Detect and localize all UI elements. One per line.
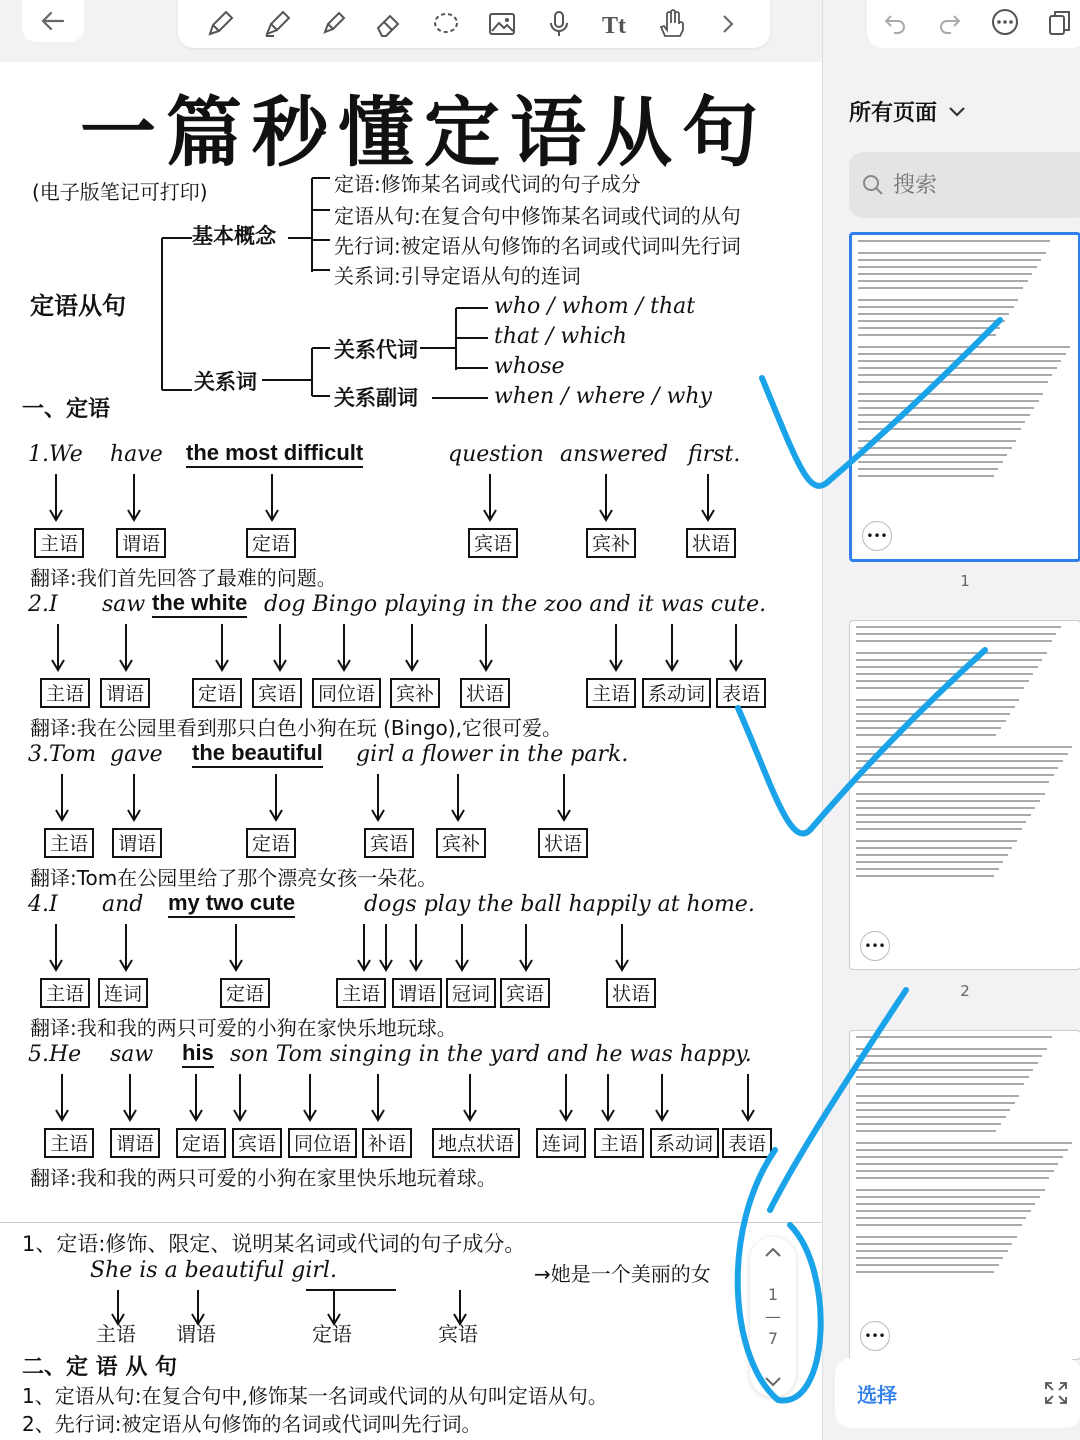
arrow-head (610, 660, 622, 670)
arrow-head (190, 1110, 202, 1120)
thumbnail-text-line (856, 861, 1003, 863)
thumbnail-text-line (858, 468, 998, 470)
all-pages-dropdown[interactable] (849, 96, 967, 127)
thumbnail-text-line (858, 400, 1039, 402)
thumbnail-text-line (856, 1257, 1003, 1259)
thumbnail-text-line (856, 633, 1056, 635)
thumbnail-text-line (856, 807, 1035, 809)
arrow-head (742, 1110, 754, 1120)
grammar-label: 主语 (40, 978, 90, 1008)
thumbnail-text-line (856, 680, 1029, 682)
page-separator: — (765, 1307, 781, 1326)
thumbnail-text-line (858, 428, 1021, 430)
thumbnail-text-line (856, 1149, 1068, 1151)
search-icon (861, 173, 885, 197)
s4-word: and (102, 892, 144, 917)
tool-palette (178, 0, 770, 48)
chevron-down-icon[interactable] (763, 1375, 783, 1389)
thumbnail-text-line (856, 1062, 1038, 1064)
document-page[interactable] (0, 62, 822, 1440)
pages-icon (1046, 8, 1074, 36)
thumbnail-text-line (856, 1036, 1052, 1038)
thumbnail-page-number: 1 (960, 572, 970, 590)
chevron-down-icon (947, 105, 967, 119)
microphone-tool[interactable] (539, 4, 579, 44)
thumbnail-text-line (858, 447, 1012, 449)
thumbnail-text-line (858, 299, 1018, 301)
thumbnail-text-line (858, 393, 1043, 395)
arrow-head (560, 1110, 572, 1120)
current-page: 1 (767, 1285, 779, 1304)
s5-word: 5.He (28, 1042, 82, 1067)
thumbnail-text-line (858, 374, 1052, 376)
arrow-left-icon (38, 6, 68, 36)
thumbnail-text-line (856, 1203, 1035, 1205)
s4-attributive: my two cute (168, 890, 295, 918)
arrow-head (380, 960, 392, 970)
grammar-label: 状语 (606, 978, 656, 1008)
grammar-label: 定语 (192, 678, 242, 708)
s1-word: answered (560, 442, 669, 467)
arrow-head (702, 510, 714, 520)
grammar-label: 连词 (98, 978, 148, 1008)
s4-rest: dogs play the ball happily at home. (364, 892, 755, 917)
search-input[interactable] (893, 173, 1043, 198)
arrow-head (558, 810, 570, 820)
thumbnail-text-line (856, 821, 1026, 823)
arrow-head (266, 510, 278, 520)
arrow-head (410, 960, 422, 970)
grammar-label: 定语 (176, 1128, 226, 1158)
thumbnail-text-line (858, 273, 1032, 275)
grammar-label: 地点状语 (432, 1128, 520, 1158)
arrow-head (456, 960, 468, 970)
chevron-up-icon[interactable] (763, 1245, 783, 1259)
arrow-head (230, 960, 242, 970)
thumbnail-text-line (856, 767, 1058, 769)
thumbnail-text-line (856, 875, 994, 877)
grammar-label: 谓语 (110, 1128, 160, 1158)
thumbnail-text-line (858, 320, 1005, 322)
s5-rest: son Tom singing in the yard and he was happy. (230, 1042, 752, 1067)
thumbnail-text-line (856, 800, 1040, 802)
translation: 翻译:我在公园里看到那只白色小狗在玩 (Bingo),它很可爱。 (30, 716, 562, 740)
thumbnail-text-line (858, 346, 1070, 348)
tree-root: 定语从句 (30, 292, 126, 320)
arrow-head (484, 510, 496, 520)
arrow-head (406, 660, 418, 670)
all-pages-label: 所有页面 (849, 101, 938, 126)
thumbnail-text-line (856, 1189, 1045, 1191)
redo-icon (936, 8, 964, 36)
arrow-head (602, 1110, 614, 1120)
thumbnail-text-line (856, 760, 1063, 762)
total-pages: 7 (767, 1329, 779, 1348)
grammar-label: 主语 (336, 978, 386, 1008)
reladv-items: when / where / why (494, 384, 712, 409)
arrow-head (464, 1110, 476, 1120)
arrow-head (372, 1110, 384, 1120)
thumbnail-text-line (856, 1130, 996, 1132)
hand-tool[interactable] (651, 4, 691, 44)
thumbnail-text-line (858, 287, 1023, 289)
s3-word: 3.Tom (28, 742, 97, 767)
tree-basic: 基本概念 (192, 224, 276, 248)
search-bar[interactable] (849, 152, 1080, 218)
arrow-head (56, 1110, 68, 1120)
s1-word: question (448, 442, 544, 467)
thumbnail-more-button[interactable]: ••• (860, 931, 890, 961)
arrow-head (52, 660, 64, 670)
text-icon (599, 8, 631, 40)
s3-rest: girl a flower in the park. (356, 742, 629, 767)
thumbnail-text-line (856, 713, 1010, 715)
s4-word: 4.I (28, 892, 58, 917)
thumbnail-text-line (858, 440, 1016, 442)
thumbnail-text-line (858, 407, 1034, 409)
page2-line: 1、定语:修饰、限定、说明某名词或代词的句子成分。 (22, 1232, 526, 1256)
thumbnail-text-line (856, 774, 1054, 776)
thumbnail-text-line (856, 652, 1047, 654)
grammar-label: 同位语 (312, 678, 381, 708)
redo-button[interactable] (936, 8, 964, 40)
grammar-label: 宾补 (586, 528, 636, 558)
page2-label: 定语 (312, 1322, 352, 1346)
grammar-label: 定语 (246, 528, 296, 558)
page-sidebar (822, 0, 1080, 1440)
arrow-head (120, 660, 132, 670)
grammar-label: 连词 (536, 1128, 586, 1158)
thumbnail-text-line (856, 1102, 1015, 1104)
grammar-label: 宾语 (468, 528, 518, 558)
tree-reladv: 关系副词 (334, 386, 418, 410)
grammar-label: 同位语 (288, 1128, 357, 1158)
thumbnail-text-line (858, 353, 1066, 355)
page-thumbnail[interactable] (849, 620, 1080, 970)
arrow-head (730, 660, 742, 670)
thumbnail-text-line (858, 381, 1048, 383)
grammar-label: 主语 (44, 828, 94, 858)
highlighter-tool[interactable] (313, 4, 353, 44)
translation: 翻译:Tom在公园里给了那个漂亮女孩一朵花。 (30, 866, 438, 890)
more-tools-button[interactable] (708, 4, 748, 44)
tree-relpron: 关系代词 (334, 338, 418, 362)
subtitle: (电子版笔记可打印) (32, 180, 208, 204)
thumbnail-text-line (856, 781, 1049, 783)
eraser-icon (373, 8, 405, 40)
grammar-label: 状语 (538, 828, 588, 858)
page2-label: 主语 (96, 1322, 136, 1346)
basic-item: 定语从句:在复合句中修饰某名词或代词的从句 (334, 204, 741, 228)
back-button[interactable] (22, 0, 84, 42)
page-thumbnail[interactable] (849, 232, 1080, 562)
thumbnail-text-line (856, 1250, 1008, 1252)
highlighter-icon (317, 8, 349, 40)
thumbnail-text-line (856, 828, 1022, 830)
grammar-label: 宾语 (232, 1128, 282, 1158)
relpron-item: that / which (494, 324, 627, 349)
thumbnail-text-line (856, 868, 999, 870)
lasso-tool[interactable] (426, 4, 466, 44)
undo-button[interactable] (881, 8, 909, 40)
thumbnail-text-line (858, 259, 1041, 261)
grammar-label: 宾补 (436, 828, 486, 858)
thumbnail-text-line (856, 626, 1061, 628)
page2-example: She is a beautiful girl. (90, 1258, 337, 1283)
arrow-head (666, 660, 678, 670)
thumbnail-text-line (858, 240, 1050, 242)
thumbnail-text-line (858, 252, 1046, 254)
thumbnail-text-line (856, 706, 1015, 708)
page-thumbnail[interactable] (849, 1030, 1080, 1360)
thumbnail-text-line (856, 640, 1052, 642)
translation: 翻译:我和我的两只可爱的小狗在家快乐地玩球。 (30, 1016, 457, 1040)
thumbnail-text-line (858, 313, 1009, 315)
lasso-icon (430, 8, 462, 40)
thumbnail-text-line (856, 687, 1024, 689)
basic-item: 定语:修饰某名词或代词的句子成分 (334, 172, 641, 196)
page2-label: 谓语 (176, 1322, 216, 1346)
grammar-label: 谓语 (112, 828, 162, 858)
grammar-label: 系动词 (650, 1128, 719, 1158)
thumbnail-text-line (856, 814, 1031, 816)
thumbnail-text-line (856, 1196, 1040, 1198)
pages-button[interactable] (1046, 8, 1074, 40)
grammar-label: 冠词 (446, 978, 496, 1008)
relpron-item: whose (494, 354, 565, 379)
thumbnail-text-line (856, 1177, 1049, 1179)
thumbnail-text-line (856, 746, 1072, 748)
arrow-head (50, 510, 62, 520)
basic-item: 先行词:被定语从句修饰的名词或代词叫先行词 (334, 234, 741, 258)
basic-item: 关系词:引导定语从句的连词 (334, 264, 581, 288)
thumbnail-text-line (856, 840, 1017, 842)
thumbnail-text-line (856, 720, 1006, 722)
microphone-icon (543, 8, 575, 40)
thumbnail-text-line (856, 1083, 1024, 1085)
grammar-label: 宾补 (390, 678, 440, 708)
grammar-label: 表语 (722, 1128, 772, 1158)
thumbnail-text-line (856, 1271, 994, 1273)
s3-attributive: the beautiful (192, 740, 323, 768)
page-title: 一篇秒懂定语从句 (80, 88, 768, 177)
thumbnail-text-line (856, 1123, 1001, 1125)
arrow-head (480, 660, 492, 670)
thumbnail-text-line (856, 847, 1012, 849)
arrow-head (120, 960, 132, 970)
pen-tool[interactable] (200, 4, 240, 44)
thumbnail-text-line (856, 666, 1038, 668)
arrow-head (274, 660, 286, 670)
grammar-label: 状语 (460, 678, 510, 708)
thumbnail-text-line (856, 793, 1045, 795)
thumbnail-text-line (856, 1163, 1058, 1165)
thumbnail-text-line (856, 1116, 1006, 1118)
arrow-head (128, 510, 140, 520)
more-button[interactable] (991, 8, 1019, 40)
text-tool[interactable] (595, 4, 635, 44)
section-heading: 二、定 语 从 句 (22, 1355, 177, 1380)
grammar-label: 补语 (362, 1128, 412, 1158)
thumbnail-text-line (856, 734, 996, 736)
s5-word: saw (110, 1042, 154, 1067)
hand-icon (655, 8, 687, 40)
thumbnail-text-line (856, 673, 1033, 675)
thumbnail-text-line (858, 461, 1003, 463)
arrow-head (216, 660, 228, 670)
thumbnail-text-line (858, 266, 1037, 268)
svg-text:Tt: Tt (601, 13, 626, 39)
section-heading: 一、定语 (22, 397, 111, 422)
translation: 翻译:我们首先回答了最难的问题。 (30, 566, 337, 590)
grammar-label: 系动词 (642, 678, 711, 708)
more-icon (991, 8, 1019, 36)
top-toolbar (0, 0, 822, 62)
image-icon (486, 8, 518, 40)
thumbnail-text-line (856, 1142, 1072, 1144)
grammar-label: 定语 (246, 828, 296, 858)
thumbnail-text-line (856, 1109, 1010, 1111)
arrow-head (128, 810, 140, 820)
expand-icon[interactable] (1043, 1380, 1069, 1406)
chevron-right-icon (712, 8, 744, 40)
thumbnail-text-line (856, 1048, 1047, 1050)
thumbnail-text-line (856, 1236, 1017, 1238)
thumbnail-text-line (858, 367, 1057, 369)
marker-tool[interactable] (257, 4, 297, 44)
grammar-label: 宾语 (252, 678, 302, 708)
thumbnail-text-line (856, 1076, 1029, 1078)
thumbnail-text-line (856, 727, 1001, 729)
grammar-label: 主语 (586, 678, 636, 708)
thumbnail-text-line (856, 1095, 1019, 1097)
s1-word: 1.We (28, 442, 83, 467)
sidebar-toolbar (867, 0, 1080, 48)
s2-rest: dog Bingo playing in the zoo and it was cute. (264, 592, 767, 617)
thumbnail-text-line (858, 327, 1000, 329)
page2-label: 宾语 (438, 1322, 478, 1346)
thumbnail-text-line (856, 1264, 999, 1266)
grammar-label: 谓语 (116, 528, 166, 558)
s1-word: have (110, 442, 163, 467)
grammar-label: 主语 (594, 1128, 644, 1158)
select-button[interactable]: 选择 (857, 1382, 897, 1407)
thumbnail-text-line (856, 753, 1068, 755)
s2-word: saw (102, 592, 146, 617)
arrow-head (50, 960, 62, 970)
pen-icon (204, 8, 236, 40)
grammar-label: 谓语 (100, 678, 150, 708)
arrow-head (372, 810, 384, 820)
thumbnail-text-line (856, 659, 1042, 661)
thumbnail-more-button[interactable]: ••• (862, 521, 892, 551)
thumbnail-text-line (856, 1156, 1063, 1158)
thumbnail-text-line (856, 1210, 1031, 1212)
marker-icon (261, 8, 293, 40)
tree-relword: 关系词 (194, 370, 257, 394)
page2-line: 1、定语从句:在复合句中,修饰某一名词或代词的从句叫定语从句。 (22, 1384, 608, 1408)
page-divider (0, 1222, 822, 1223)
grammar-label: 主语 (34, 528, 84, 558)
sidebar-footer (835, 1358, 1080, 1428)
eraser-tool[interactable] (369, 4, 409, 44)
page-navigator[interactable] (750, 1237, 796, 1397)
s3-word: gave (110, 742, 163, 767)
undo-icon (881, 8, 909, 36)
thumbnail-text-line (856, 1055, 1042, 1057)
s1-word: first. (688, 442, 741, 467)
relpron-item: who / whom / that (494, 294, 696, 319)
thumbnail-text-line (858, 334, 996, 336)
thumbnail-text-line (858, 306, 1014, 308)
arrow-head (600, 510, 612, 520)
thumbnail-text-line (856, 854, 1008, 856)
image-tool[interactable] (482, 4, 522, 44)
arrow-head (358, 960, 370, 970)
grammar-label: 主语 (40, 678, 90, 708)
s5-attributive: his (182, 1040, 214, 1068)
thumbnail-text-line (856, 1069, 1033, 1071)
s2-word: 2.I (28, 592, 58, 617)
grammar-label: 宾语 (500, 978, 550, 1008)
thumbnail-more-button[interactable]: ••• (860, 1321, 890, 1351)
arrow-head (338, 660, 350, 670)
grammar-label: 状语 (686, 528, 736, 558)
thumbnail-text-line (858, 421, 1025, 423)
arrow-head (56, 810, 68, 820)
arrow-head (656, 1110, 668, 1120)
thumbnail-text-line (858, 414, 1030, 416)
thumbnail-text-line (858, 454, 1007, 456)
thumbnail-text-line (858, 475, 994, 477)
arrow-head (452, 810, 464, 820)
page2-line: 2、先行词:被定语从句修饰的名词或代词叫先行词。 (22, 1412, 482, 1436)
thumbnail-text-line (858, 280, 1028, 282)
grammar-label: 宾语 (364, 828, 414, 858)
grammar-label: 谓语 (392, 978, 442, 1008)
thumbnail-text-line (858, 360, 1061, 362)
thumbnail-text-line (856, 1224, 1022, 1226)
s1-attributive: the most difficult (186, 440, 363, 468)
thumbnail-text-line (856, 1217, 1026, 1219)
translation: 翻译:我和我的两只可爱的小狗在家里快乐地玩着球。 (30, 1166, 497, 1190)
arrow-head (124, 1110, 136, 1120)
thumbnail-text-line (856, 1170, 1054, 1172)
arrow-head (616, 960, 628, 970)
thumbnail-text-line (856, 1243, 1012, 1245)
arrow-head (304, 1110, 316, 1120)
arrow-head (234, 1110, 246, 1120)
thumbnail-page-number: 2 (960, 982, 970, 1000)
thumbnail-text-line (856, 699, 1019, 701)
grammar-label: 定语 (220, 978, 270, 1008)
grammar-label: 表语 (716, 678, 766, 708)
grammar-label: 主语 (44, 1128, 94, 1158)
s2-attributive: the white (152, 590, 247, 618)
arrow-head (270, 810, 282, 820)
page2-example-trans: →她是一个美丽的女 (534, 1262, 711, 1286)
arrow-head (520, 960, 532, 970)
